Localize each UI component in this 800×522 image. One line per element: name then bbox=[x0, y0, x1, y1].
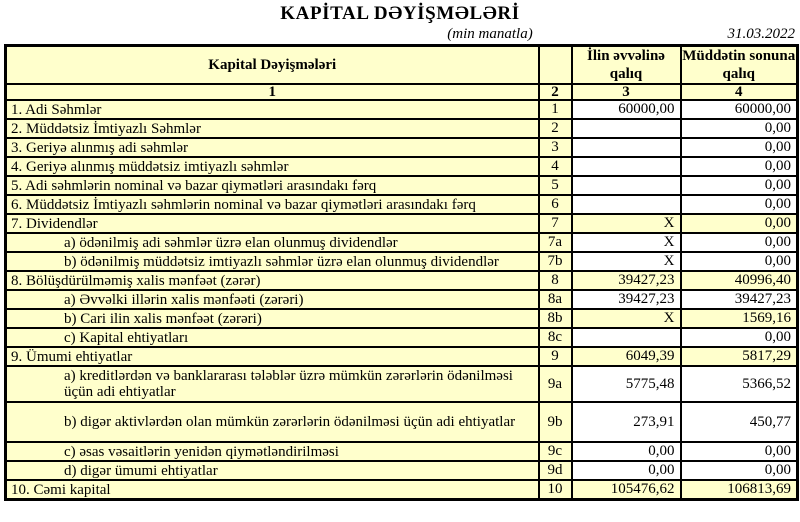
header-opening-balance: İlin əvvəlinə qalıq bbox=[572, 46, 681, 85]
closing-balance-cell: 0,00 bbox=[681, 461, 798, 480]
column-number-3: 3 bbox=[572, 84, 681, 100]
row-code: 8b bbox=[539, 309, 572, 328]
opening-balance-cell: X bbox=[572, 309, 681, 328]
closing-balance-cell: 450,77 bbox=[681, 402, 798, 442]
column-number-4: 4 bbox=[681, 84, 798, 100]
row-label: 10. Cəmi kapital bbox=[6, 480, 539, 500]
row-label: 8. Bölüşdürülməmiş xalis mənfəət (zərər) bbox=[6, 271, 539, 290]
report-date: 31.03.2022 bbox=[727, 26, 795, 42]
closing-balance-cell: 0,00 bbox=[681, 442, 798, 461]
row-label: a) ödənilmiş adi səhmlər üzrə elan olunmuş dividendlər bbox=[6, 233, 539, 252]
row-label: 9. Ümumi ehtiyatlar bbox=[6, 347, 539, 366]
opening-balance-cell bbox=[572, 195, 681, 214]
header-row bbox=[6, 46, 798, 85]
opening-balance-cell: X bbox=[572, 233, 681, 252]
row-code: 9b bbox=[539, 402, 572, 442]
row-label: 1. Adi Səhmlər bbox=[6, 100, 539, 119]
row-code: 7a bbox=[539, 233, 572, 252]
opening-balance-cell: 6049,39 bbox=[572, 347, 681, 366]
row-label: c) Kapital ehtiyatları bbox=[6, 328, 539, 347]
opening-balance-cell: 39427,23 bbox=[572, 271, 681, 290]
opening-balance-cell: 60000,00 bbox=[572, 100, 681, 119]
closing-balance-cell: 0,00 bbox=[681, 233, 798, 252]
table-row bbox=[6, 480, 798, 500]
row-label: 6. Müddətsiz İmtiyazlı səhmlərin nominal və bazar qiymətləri arasındakı fərq bbox=[6, 195, 539, 214]
opening-balance-cell: 0,00 bbox=[572, 442, 681, 461]
closing-balance-cell: 106813,69 bbox=[681, 480, 798, 500]
row-label: 4. Geriyə alınmış müddətsiz imtiyazlı səhmlər bbox=[6, 157, 539, 176]
row-code: 6 bbox=[539, 195, 572, 214]
table-row bbox=[6, 366, 798, 402]
opening-balance-cell: 273,91 bbox=[572, 402, 681, 442]
units-note: (min manatla) bbox=[447, 26, 533, 42]
table-row bbox=[6, 290, 798, 309]
row-label: 2. Müddətsiz İmtiyazlı Səhmlər bbox=[6, 119, 539, 138]
row-code: 5 bbox=[539, 176, 572, 195]
row-code: 9 bbox=[539, 347, 572, 366]
opening-balance-cell: X bbox=[572, 214, 681, 233]
closing-balance-cell: 40996,40 bbox=[681, 271, 798, 290]
table-row bbox=[6, 252, 798, 271]
opening-balance-cell: X bbox=[572, 252, 681, 271]
column-number-row bbox=[6, 84, 798, 100]
row-code: 7b bbox=[539, 252, 572, 271]
closing-balance-cell: 0,00 bbox=[681, 195, 798, 214]
table-row bbox=[6, 328, 798, 347]
closing-balance-cell: 1569,16 bbox=[681, 309, 798, 328]
table-row bbox=[6, 402, 798, 442]
table-row bbox=[6, 100, 798, 119]
opening-balance-cell bbox=[572, 119, 681, 138]
capital-changes-table bbox=[4, 44, 799, 501]
closing-balance-cell: 0,00 bbox=[681, 157, 798, 176]
table-row bbox=[6, 461, 798, 480]
header-rownum bbox=[539, 46, 572, 85]
table-row bbox=[6, 233, 798, 252]
row-code: 4 bbox=[539, 157, 572, 176]
opening-balance-cell: 5775,48 bbox=[572, 366, 681, 402]
row-code: 2 bbox=[539, 119, 572, 138]
row-code: 8 bbox=[539, 271, 572, 290]
closing-balance-cell: 0,00 bbox=[681, 328, 798, 347]
row-code: 3 bbox=[539, 138, 572, 157]
column-number-1: 1 bbox=[6, 84, 539, 100]
table-row bbox=[6, 138, 798, 157]
opening-balance-cell bbox=[572, 176, 681, 195]
row-code: 9a bbox=[539, 366, 572, 402]
closing-balance-cell: 39427,23 bbox=[681, 290, 798, 309]
table-row bbox=[6, 271, 798, 290]
row-code: 8c bbox=[539, 328, 572, 347]
row-label: a) kreditlərdən və banklararası tələblər üzrə mümkün zərərlərin ödənilməsi üçün adi ehtiyatlar bbox=[6, 366, 539, 402]
closing-balance-cell: 5366,52 bbox=[681, 366, 798, 402]
row-label: b) Cari ilin xalis mənfəət (zərəri) bbox=[6, 309, 539, 328]
page-title: KAPİTAL DƏYİŞMƏLƏRİ bbox=[280, 3, 520, 24]
closing-balance-cell: 5817,29 bbox=[681, 347, 798, 366]
opening-balance-cell bbox=[572, 328, 681, 347]
table-row bbox=[6, 214, 798, 233]
opening-balance-cell: 39427,23 bbox=[572, 290, 681, 309]
opening-balance-cell: 0,00 bbox=[572, 461, 681, 480]
header-closing-balance: Müddətin sonuna qalıq bbox=[681, 46, 798, 85]
closing-balance-cell: 0,00 bbox=[681, 138, 798, 157]
opening-balance-cell bbox=[572, 138, 681, 157]
row-label: 3. Geriyə alınmış adi səhmlər bbox=[6, 138, 539, 157]
table-row bbox=[6, 442, 798, 461]
row-code: 1 bbox=[539, 100, 572, 119]
row-label: 5. Adi səhmlərin nominal və bazar qiymətləri arasındakı fərq bbox=[6, 176, 539, 195]
closing-balance-cell: 60000,00 bbox=[681, 100, 798, 119]
row-label: c) əsas vəsaitlərin yenidən qiymətləndirilməsi bbox=[6, 442, 539, 461]
row-code: 7 bbox=[539, 214, 572, 233]
table-row bbox=[6, 309, 798, 328]
row-label: b) ödənilmiş müddətsiz imtiyazlı səhmlər üzrə elan olunmuş dividendlər bbox=[6, 252, 539, 271]
opening-balance-cell: 105476,62 bbox=[572, 480, 681, 500]
header-name: Kapital Dəyişmələri bbox=[6, 46, 539, 85]
row-code: 10 bbox=[539, 480, 572, 500]
column-number-2: 2 bbox=[539, 84, 572, 100]
closing-balance-cell: 0,00 bbox=[681, 119, 798, 138]
table-row bbox=[6, 347, 798, 366]
row-label: a) Əvvəlki illərin xalis mənfəəti (zərəri) bbox=[6, 290, 539, 309]
row-code: 9c bbox=[539, 442, 572, 461]
row-label: d) digər ümumi ehtiyatlar bbox=[6, 461, 539, 480]
row-label: 7. Dividendlər bbox=[6, 214, 539, 233]
row-code: 9d bbox=[539, 461, 572, 480]
table-row bbox=[6, 157, 798, 176]
closing-balance-cell: 0,00 bbox=[681, 176, 798, 195]
table-row bbox=[6, 176, 798, 195]
row-label: b) digər aktivlərdən olan mümkün zərərlərin ödənilməsi üçün adi ehtiyatlar bbox=[6, 402, 539, 442]
subheader bbox=[0, 26, 800, 43]
row-code: 8a bbox=[539, 290, 572, 309]
closing-balance-cell: 0,00 bbox=[681, 214, 798, 233]
opening-balance-cell bbox=[572, 157, 681, 176]
closing-balance-cell: 0,00 bbox=[681, 252, 798, 271]
table-row bbox=[6, 119, 798, 138]
table-row bbox=[6, 195, 798, 214]
